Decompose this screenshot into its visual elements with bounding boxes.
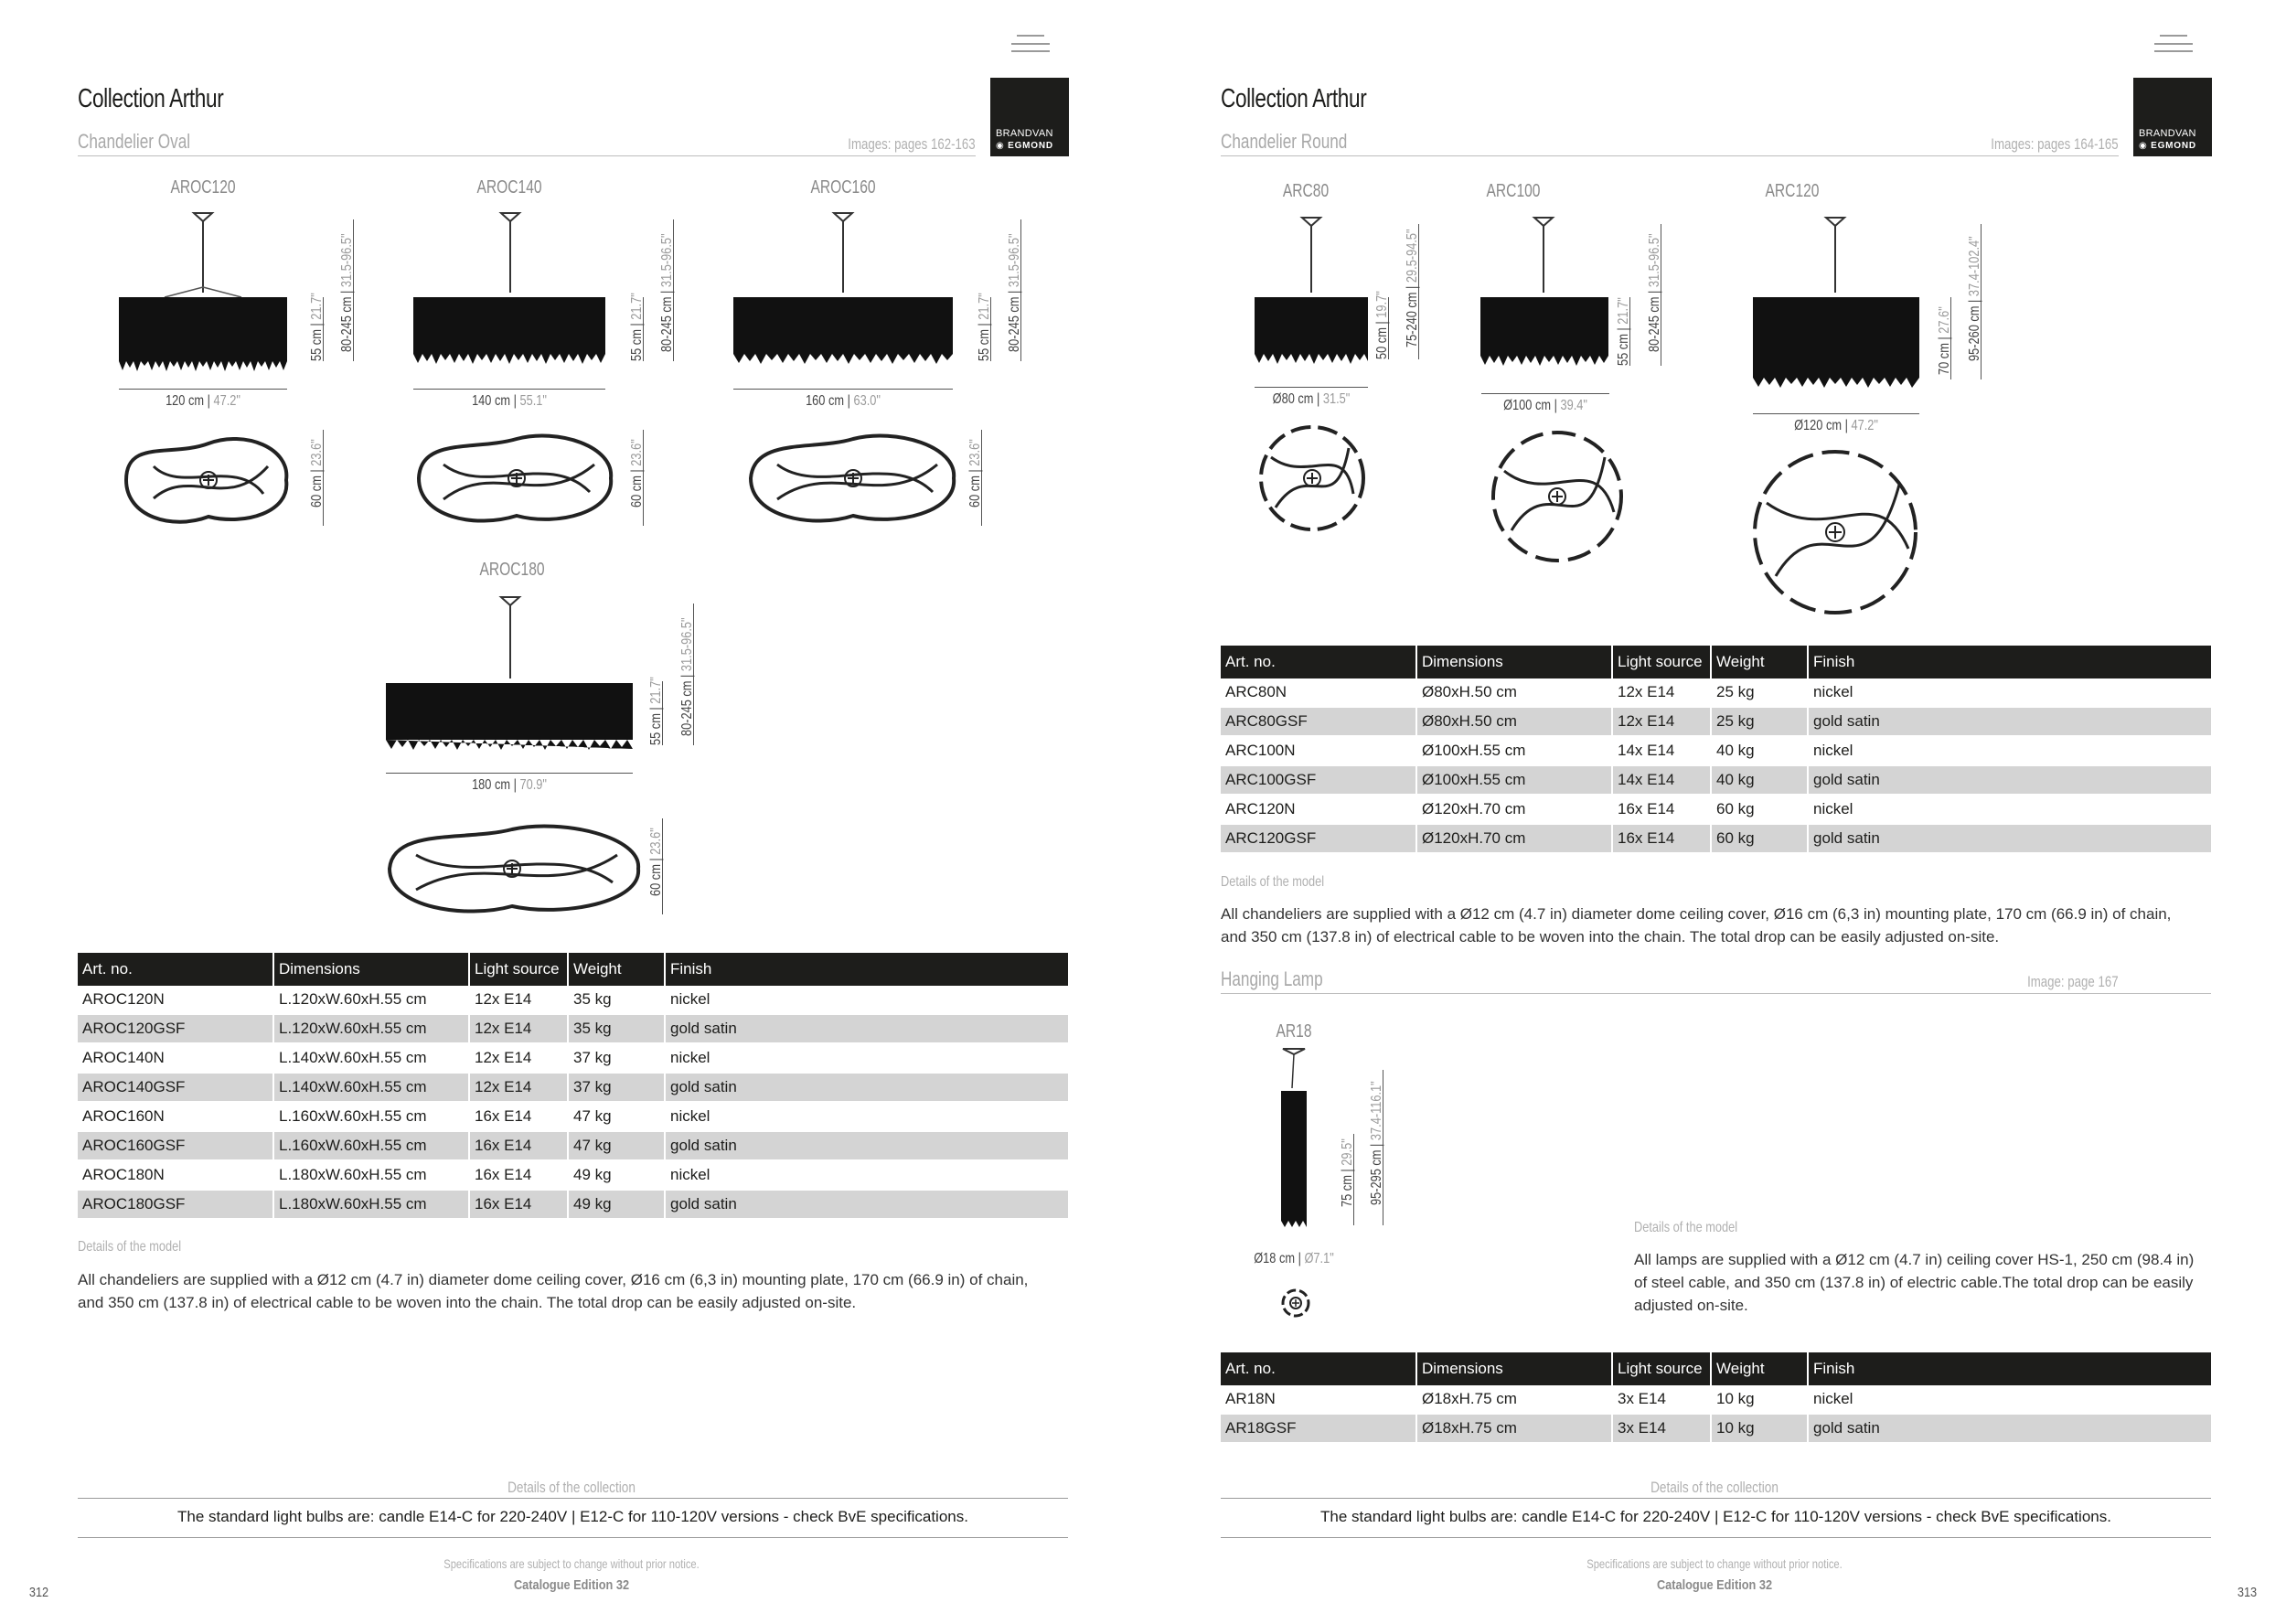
aroc180-top-drawing	[384, 818, 649, 919]
page-number: 312	[28, 1585, 49, 1600]
model-label-ar18: AR18	[1276, 1021, 1312, 1042]
brand-logo: BRANDVAN ◉ EGMOND	[2133, 78, 2212, 156]
col-dimensions: Dimensions	[273, 953, 469, 986]
col-finish: Finish	[665, 953, 1068, 986]
ar18-top-drawing	[1280, 1287, 1311, 1319]
section-divider	[78, 155, 976, 156]
arc100-width-label: Ø100 cm | 39.4"	[1503, 398, 1587, 413]
table-row: ARC100N Ø100xH.55 cm 14x E14 40 kg nickel	[1221, 736, 2211, 765]
table-header-row	[1221, 1352, 2211, 1385]
ar18-height-label: 75 cm | 29.5"	[1340, 1138, 1355, 1207]
arc100-width-line	[1481, 393, 1609, 394]
aroc160-height-label: 55 cm | 21.7"	[977, 293, 992, 361]
images-ref: Images: pages 164-165	[1991, 135, 2119, 153]
details-label: Details of the model	[1221, 874, 1325, 890]
collection-divider-bottom	[78, 1537, 1068, 1538]
hanging-details-label: Details of the model	[1634, 1220, 1738, 1235]
aroc140-height-label: 55 cm | 21.7"	[629, 293, 645, 361]
page-number: 313	[2237, 1585, 2258, 1600]
oval-spec-table	[78, 953, 1068, 1220]
col-light-source: Light source	[469, 953, 568, 986]
aroc140-width-line	[413, 389, 605, 390]
table-row: AROC160GSF L.160xW.60xH.55 cm 16x E14 47 kg gold satin	[78, 1131, 1068, 1160]
arc120-top-drawing	[1748, 448, 1931, 622]
aroc140-side-drawing	[411, 210, 631, 366]
arc100-drop-label: 80-245 cm | 31.5-96.5"	[1647, 233, 1662, 352]
right-page	[1143, 0, 2286, 1624]
table-row: AROC140GSF L.140xW.60xH.55 cm 12x E14 37 kg gold satin	[78, 1073, 1068, 1102]
arc120-drop-label: 95-260 cm | 37.4-102.4"	[1967, 236, 1982, 361]
arc120-width-line	[1753, 413, 1919, 414]
table-row: AROC180N L.180xW.60xH.55 cm 16x E14 49 kg nickel	[78, 1160, 1068, 1190]
table-row: ARC120GSF Ø120xH.70 cm 16x E14 60 kg gold satin	[1221, 824, 2211, 853]
aroc140-width-label: 140 cm | 55.1"	[472, 393, 547, 409]
model-label-arc120: ARC120	[1765, 181, 1820, 201]
col-weight: Weight	[1711, 1352, 1808, 1385]
collection-divider-bottom	[1221, 1537, 2211, 1538]
table-header-row	[78, 953, 1068, 986]
details-label: Details of the model	[78, 1239, 182, 1255]
model-label-aroc160: AROC160	[810, 177, 876, 198]
aroc160-width-line	[733, 389, 953, 390]
table-row: AR18GSF Ø18xH.75 cm 3x E14 10 kg gold satin	[1221, 1414, 2211, 1443]
section-divider	[1221, 155, 2119, 156]
arc80-drop-label: 75-240 cm | 29.5-94.5"	[1405, 229, 1420, 347]
arc80-side-drawing	[1244, 215, 1381, 370]
bulbs-text: The standard light bulbs are: candle E14-C for 220-240V | E12-C for 110-120V versions - check BvE specifications.	[1320, 1508, 2111, 1525]
col-dimensions: Dimensions	[1416, 1352, 1612, 1385]
col-finish: Finish	[1808, 1352, 2211, 1385]
aroc180-width-label: 180 cm | 70.9"	[472, 777, 547, 793]
arc100-side-drawing	[1477, 215, 1632, 379]
brand-logo: BRANDVAN ◉ EGMOND	[990, 78, 1069, 156]
catalogue-edition: Catalogue Edition 32	[1656, 1577, 1773, 1593]
model-label-arc80: ARC80	[1282, 181, 1330, 201]
model-label-aroc180: AROC180	[479, 560, 545, 580]
model-label-aroc140: AROC140	[476, 177, 542, 198]
collection-divider-top	[78, 1498, 1068, 1499]
disclaimer: Specifications are subject to change without prior notice.	[1586, 1556, 1843, 1571]
aroc180-side-drawing	[384, 594, 658, 750]
table-row: AROC120N L.120xW.60xH.55 cm 12x E14 35 kg nickel	[78, 986, 1068, 1014]
aroc160-depth-label: 60 cm | 23.6"	[967, 439, 983, 508]
aroc160-width-label: 160 cm | 63.0"	[806, 393, 881, 409]
hanging-section-title: Hanging Lamp	[1221, 967, 1323, 990]
details-text: All chandeliers are supplied with a Ø12 cm (4.7 in) diameter dome ceiling cover, Ø16 cm (6,3 in) mounting plate, 170 cm (66.9 in) of chain, and 350 cm (137.8 in) of electrical cable to be woven into the chain. The total drop can be easily adjusted on-site.	[1221, 905, 2172, 946]
aroc180-drop-label: 80-245 cm | 31.5-96.5"	[679, 617, 695, 736]
bulbs-text: The standard light bulbs are: candle E14-C for 220-240V | E12-C for 110-120V versions - check BvE specifications.	[177, 1508, 968, 1525]
col-light-source: Light source	[1612, 646, 1711, 678]
col-art-no: Art. no.	[78, 953, 273, 986]
table-row: ARC80GSF Ø80xH.50 cm 12x E14 25 kg gold satin	[1221, 707, 2211, 736]
aroc180-width-line	[386, 773, 633, 774]
arc120-width-label: Ø120 cm | 47.2"	[1794, 418, 1878, 433]
col-weight: Weight	[568, 953, 665, 986]
table-row: ARC100GSF Ø100xH.55 cm 14x E14 40 kg gold satin	[1221, 765, 2211, 795]
images-ref: Images: pages 162-163	[848, 135, 976, 153]
ar18-side-drawing	[1276, 1047, 1312, 1230]
table-row: AR18N Ø18xH.75 cm 3x E14 10 kg nickel	[1221, 1385, 2211, 1414]
hanging-spec-table	[1221, 1352, 2211, 1444]
arc80-top-drawing	[1253, 421, 1372, 540]
col-art-no: Art. no.	[1221, 1352, 1416, 1385]
arc80-width-line	[1255, 387, 1368, 388]
hanging-details-text: All lamps are supplied with a Ø12 cm (4.7 in) ceiling cover HS-1, 250 cm (98.4 in) of steel cable, and 350 cm (137.8 in) of electric cable.The total drop can be easily adjusted on-site.	[1634, 1251, 2195, 1314]
aroc160-side-drawing	[732, 210, 969, 366]
arc80-height-label: 50 cm | 19.7"	[1374, 291, 1390, 359]
arc120-height-label: 70 cm | 27.6"	[1937, 306, 1952, 375]
details-text: All chandeliers are supplied with a Ø12 cm (4.7 in) diameter dome ceiling cover, Ø16 cm (6,3 in) mounting plate, 170 cm (66.9 in) of chain, and 350 cm (137.8 in) of electrical cable to be woven into the chain. The total drop can be easily adjusted on-site.	[78, 1271, 1029, 1311]
section-title: Chandelier Oval	[78, 130, 191, 153]
aroc120-top-drawing	[117, 430, 300, 530]
section-title: Chandelier Round	[1221, 130, 1348, 153]
round-spec-table	[1221, 646, 2211, 854]
col-weight: Weight	[1711, 646, 1808, 678]
aroc120-side-drawing	[110, 210, 329, 366]
catalogue-edition: Catalogue Edition 32	[513, 1577, 630, 1593]
menu-icon[interactable]	[1011, 35, 1050, 57]
aroc120-width-line	[119, 389, 287, 390]
table-row: AROC180GSF L.180xW.60xH.55 cm 16x E14 49 kg gold satin	[78, 1190, 1068, 1219]
aroc160-top-drawing	[745, 428, 965, 529]
aroc140-top-drawing	[411, 428, 622, 529]
ar18-drop-label: 95-295 cm | 37.4-116.1"	[1369, 1081, 1384, 1205]
collection-details-label: Details of the collection	[507, 1479, 636, 1496]
collection-divider-top	[1221, 1498, 2211, 1499]
hanging-divider	[1221, 993, 2211, 994]
aroc120-width-label: 120 cm | 47.2"	[166, 393, 240, 409]
arc120-side-drawing	[1751, 215, 1934, 398]
hanging-images-ref: Image: page 167	[2027, 973, 2119, 990]
table-row: AROC160N L.160xW.60xH.55 cm 16x E14 47 kg nickel	[78, 1102, 1068, 1131]
aroc120-height-label: 55 cm | 21.7"	[309, 293, 325, 361]
aroc120-depth-label: 60 cm | 23.6"	[309, 439, 325, 508]
col-light-source: Light source	[1612, 1352, 1711, 1385]
aroc120-drop-label: 80-245 cm | 31.5-96.5"	[339, 233, 355, 352]
aroc140-depth-label: 60 cm | 23.6"	[629, 439, 645, 508]
aroc160-drop-label: 80-245 cm | 31.5-96.5"	[1007, 233, 1022, 352]
collection-title: Collection Arthur	[78, 84, 224, 113]
model-label-arc100: ARC100	[1486, 181, 1541, 201]
arc100-top-drawing	[1486, 425, 1632, 572]
table-row: AROC120GSF L.120xW.60xH.55 cm 12x E14 35 kg gold satin	[78, 1014, 1068, 1043]
aroc180-depth-label: 60 cm | 23.6"	[648, 828, 664, 896]
table-row: AROC140N L.140xW.60xH.55 cm 12x E14 37 kg nickel	[78, 1043, 1068, 1073]
table-row: ARC120N Ø120xH.70 cm 16x E14 60 kg nickel	[1221, 795, 2211, 824]
aroc180-height-label: 55 cm | 21.7"	[648, 677, 664, 745]
collection-title: Collection Arthur	[1221, 84, 1367, 113]
disclaimer: Specifications are subject to change without prior notice.	[443, 1556, 700, 1571]
col-finish: Finish	[1808, 646, 2211, 678]
menu-icon[interactable]	[2154, 35, 2193, 57]
arc100-height-label: 55 cm | 21.7"	[1616, 297, 1631, 366]
aroc140-drop-label: 80-245 cm | 31.5-96.5"	[659, 233, 675, 352]
table-header-row	[1221, 646, 2211, 678]
table-row: ARC80N Ø80xH.50 cm 12x E14 25 kg nickel	[1221, 678, 2211, 707]
arc80-width-label: Ø80 cm | 31.5"	[1272, 391, 1351, 407]
col-art-no: Art. no.	[1221, 646, 1416, 678]
model-label-aroc120: AROC120	[170, 177, 236, 198]
ar18-width-label: Ø18 cm | Ø7.1"	[1254, 1251, 1334, 1266]
col-dimensions: Dimensions	[1416, 646, 1612, 678]
collection-details-label: Details of the collection	[1650, 1479, 1779, 1496]
